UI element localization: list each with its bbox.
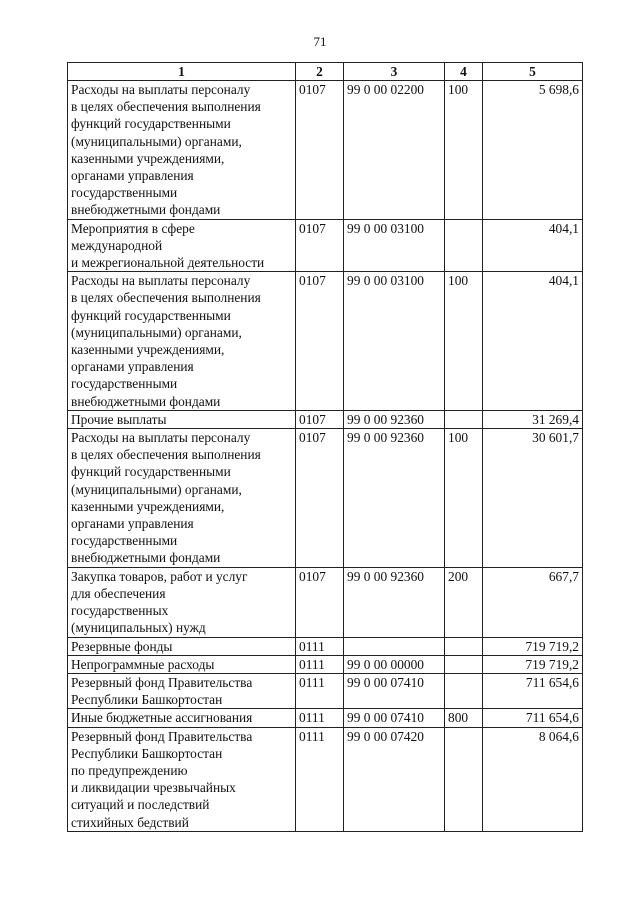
table-row bbox=[68, 219, 583, 272]
section-code: 0107 bbox=[296, 219, 344, 272]
header-col-5: 5 bbox=[483, 63, 583, 81]
expense-type-code bbox=[445, 637, 483, 655]
amount: 711 654,6 bbox=[483, 709, 583, 727]
header-col-2: 2 bbox=[296, 63, 344, 81]
target-article-code bbox=[344, 637, 445, 655]
section-code: 0111 bbox=[296, 637, 344, 655]
amount: 8 064,6 bbox=[483, 727, 583, 831]
table-row bbox=[68, 637, 583, 655]
expense-type-code: 800 bbox=[445, 709, 483, 727]
header-col-4: 4 bbox=[445, 63, 483, 81]
target-article-code: 99 0 00 07410 bbox=[344, 709, 445, 727]
amount: 719 719,2 bbox=[483, 655, 583, 673]
target-article-code: 99 0 00 07420 bbox=[344, 727, 445, 831]
table-row bbox=[68, 673, 583, 708]
amount: 30 601,7 bbox=[483, 429, 583, 568]
expense-name: Иные бюджетные ассигнования bbox=[68, 709, 296, 727]
section-code: 0107 bbox=[296, 567, 344, 637]
target-article-code: 99 0 00 00000 bbox=[344, 655, 445, 673]
header-row bbox=[68, 63, 583, 81]
expense-name: Резервный фонд Правительства Республики Башкортостан по предупреждению и ликвидации чрезвычайных ситуаций и последствий стихийных бедствий bbox=[68, 727, 296, 831]
table-row bbox=[68, 81, 583, 220]
expense-name: Резервные фонды bbox=[68, 637, 296, 655]
section-code: 0107 bbox=[296, 272, 344, 411]
amount: 404,1 bbox=[483, 219, 583, 272]
expense-name: Расходы на выплаты персоналу в целях обеспечения выполнения функций государственными (муниципальными) органами, казенными учреждениями, органами управления государственными внебюджетными фондами bbox=[68, 81, 296, 220]
page-number: 71 bbox=[313, 34, 327, 49]
expense-name: Закупка товаров, работ и услуг для обеспечения государственных (муниципальных) нужд bbox=[68, 567, 296, 637]
expense-type-code: 100 bbox=[445, 429, 483, 568]
target-article-code: 99 0 00 92360 bbox=[344, 567, 445, 637]
amount: 404,1 bbox=[483, 272, 583, 411]
section-code: 0107 bbox=[296, 410, 344, 428]
expense-name: Расходы на выплаты персоналу в целях обеспечения выполнения функций государственными (муниципальными) органами, казенными учреждениями, органами управления государственными внебюджетными фондами bbox=[68, 272, 296, 411]
table-row bbox=[68, 567, 583, 637]
expense-name: Резервный фонд Правительства Республики Башкортостан bbox=[68, 673, 296, 708]
section-code: 0111 bbox=[296, 673, 344, 708]
header-col-1: 1 bbox=[68, 63, 296, 81]
section-code: 0111 bbox=[296, 709, 344, 727]
amount: 711 654,6 bbox=[483, 673, 583, 708]
budget-table bbox=[67, 62, 583, 832]
target-article-code: 99 0 00 92360 bbox=[344, 410, 445, 428]
section-code: 0107 bbox=[296, 81, 344, 220]
table-row bbox=[68, 410, 583, 428]
target-article-code: 99 0 00 03100 bbox=[344, 272, 445, 411]
target-article-code: 99 0 00 02200 bbox=[344, 81, 445, 220]
expense-name: Расходы на выплаты персоналу в целях обеспечения выполнения функций государственными (муниципальными) органами, казенными учреждениями, органами управления государственными внебюджетными фондами bbox=[68, 429, 296, 568]
expense-type-code: 200 bbox=[445, 567, 483, 637]
target-article-code: 99 0 00 92360 bbox=[344, 429, 445, 568]
expense-type-code: 100 bbox=[445, 81, 483, 220]
expense-name: Непрограммные расходы bbox=[68, 655, 296, 673]
table-row bbox=[68, 429, 583, 568]
expense-name: Мероприятия в сфере международной и межрегиональной деятельности bbox=[68, 219, 296, 272]
table-row bbox=[68, 655, 583, 673]
section-code: 0111 bbox=[296, 655, 344, 673]
expense-type-code bbox=[445, 673, 483, 708]
target-article-code: 99 0 00 03100 bbox=[344, 219, 445, 272]
expense-name: Прочие выплаты bbox=[68, 410, 296, 428]
header-col-3: 3 bbox=[344, 63, 445, 81]
expense-type-code bbox=[445, 727, 483, 831]
amount: 31 269,4 bbox=[483, 410, 583, 428]
section-code: 0107 bbox=[296, 429, 344, 568]
table-row bbox=[68, 272, 583, 411]
expense-type-code bbox=[445, 655, 483, 673]
amount: 667,7 bbox=[483, 567, 583, 637]
expense-type-code bbox=[445, 219, 483, 272]
table-row bbox=[68, 727, 583, 831]
amount: 5 698,6 bbox=[483, 81, 583, 220]
amount: 719 719,2 bbox=[483, 637, 583, 655]
section-code: 0111 bbox=[296, 727, 344, 831]
expense-type-code bbox=[445, 410, 483, 428]
table-row bbox=[68, 709, 583, 727]
expense-type-code: 100 bbox=[445, 272, 483, 411]
target-article-code: 99 0 00 07410 bbox=[344, 673, 445, 708]
